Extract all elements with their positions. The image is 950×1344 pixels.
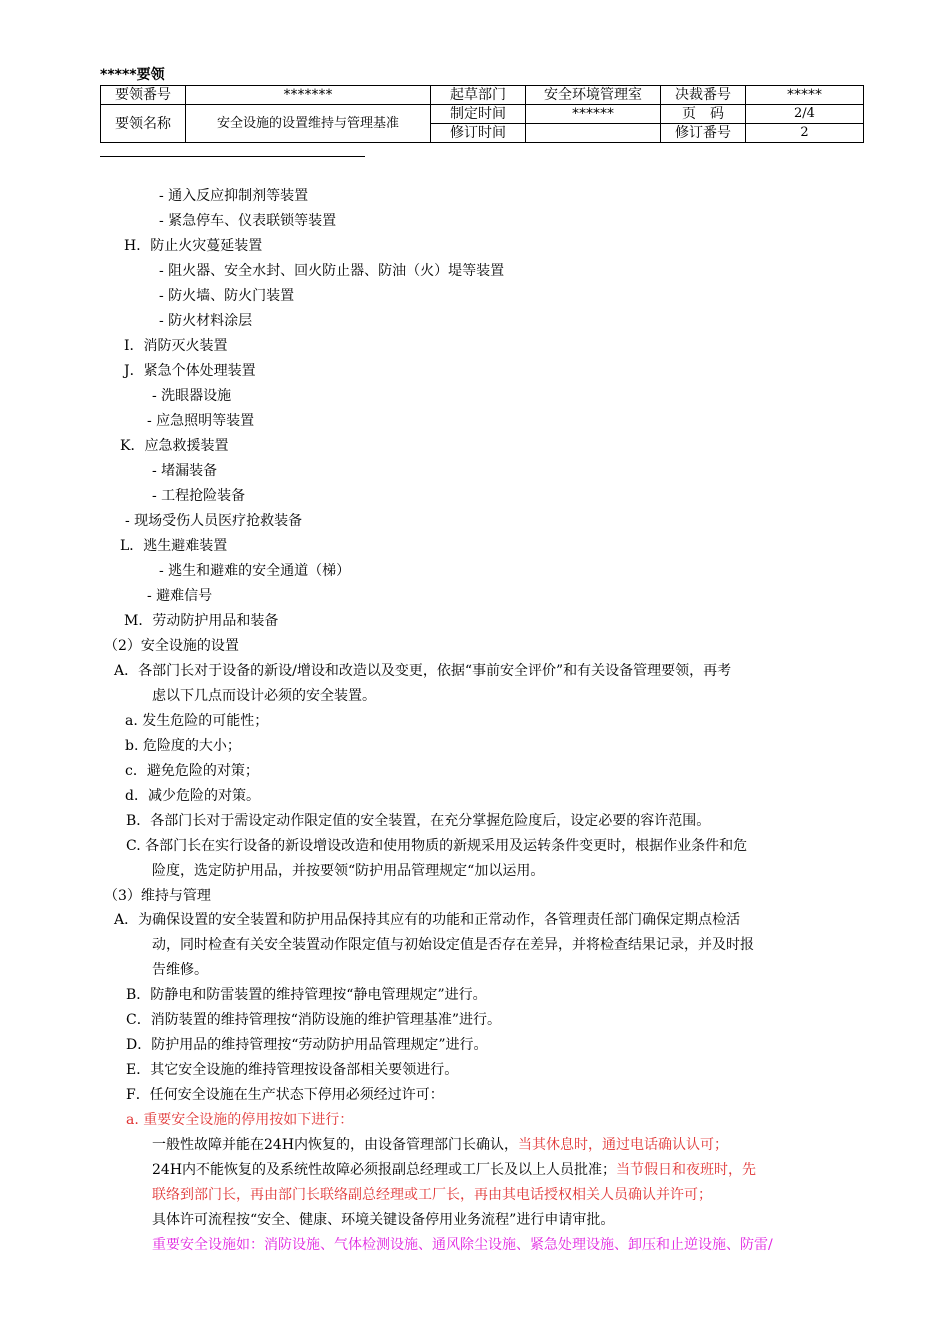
list-item: c．避免危险的对策； xyxy=(125,763,259,779)
subsection-heading: （3）维持与管理 xyxy=(104,888,211,904)
paragraph-text: 24H内不能恢复的及系统性故障必须报副总经理或工厂长及以上人员批准； xyxy=(152,1162,617,1178)
paragraph-line: B．各部门长对于需设定动作限定值的安全装置，在充分掌握危险度后，设定必要的容许范围。 xyxy=(126,813,711,829)
paragraph-line: D．防护用品的维持管理按“劳动防护用品管理规定”进行。 xyxy=(126,1037,488,1053)
header-cell: ****** xyxy=(526,105,661,124)
paragraph-line: B．防静电和防雷装置的维持管理按“静电管理规定”进行。 xyxy=(126,987,487,1003)
list-item: - 堵漏装备 xyxy=(152,463,218,479)
header-cell: 修订时间 xyxy=(431,124,526,143)
header-cell: 要领名称 xyxy=(101,105,186,143)
header-row xyxy=(101,86,864,105)
list-item: - 防火材料涂层 xyxy=(159,313,253,329)
header-cell: 安全环境管理室 xyxy=(526,86,661,105)
paragraph-line: 险度，选定防护用品，并按要领“防护用品管理规定“加以运用。 xyxy=(152,863,545,879)
list-item: - 逃生和避难的安全通道（梯） xyxy=(159,563,351,579)
list-item: - 洗眼器设施 xyxy=(152,388,232,404)
highlighted-line: 重要安全设施如：消防设施、气体检测设施、通风除尘设施、紧急处理设施、卸压和止逆设施、防雷/ xyxy=(152,1237,773,1253)
list-item: d．减少危险的对策。 xyxy=(125,788,260,804)
section-heading: K．应急救援装置 xyxy=(120,438,229,454)
highlighted-line: 联络到部门长，再由部门长联络副总经理或工厂长，再由其电话授权相关人员确认并许可； xyxy=(152,1187,712,1203)
paragraph-line: F．任何安全设施在生产状态下停用必须经过许可： xyxy=(126,1087,444,1103)
section-heading: M．劳动防护用品和装备 xyxy=(124,613,279,629)
paragraph-line: C. 各部门长在实行设备的新设增设改造和使用物质的新规采用及运转条件变更时，根据作业条件和危 xyxy=(126,838,748,854)
paragraph-line xyxy=(152,1135,728,1155)
highlighted-text: 当其休息时，通过电话确认认可； xyxy=(518,1137,729,1153)
header-cell: 要领番号 xyxy=(101,86,186,105)
highlighted-line: a. 重要安全设施的停用按如下进行： xyxy=(126,1112,354,1128)
subsection-heading: （2）安全设施的设置 xyxy=(104,638,239,654)
header-cell: 2 xyxy=(746,124,864,143)
list-item: - 应急照明等装置 xyxy=(147,413,255,429)
paragraph-line: C．消防装置的维持管理按“消防设施的维护管理基准”进行。 xyxy=(126,1012,502,1028)
list-item: - 工程抢险装备 xyxy=(152,488,246,504)
divider-rule xyxy=(100,156,365,157)
list-item: - 避难信号 xyxy=(147,588,213,604)
highlighted-text: 当节假日和夜班时，先 xyxy=(616,1162,757,1178)
header-cell: 起草部门 xyxy=(431,86,526,105)
section-heading: J．紧急个体处理装置 xyxy=(124,363,256,379)
header-cell xyxy=(526,124,661,143)
paragraph-line: 告维修。 xyxy=(152,962,208,978)
header-cell: 页 码 xyxy=(661,105,746,124)
header-row xyxy=(101,105,864,124)
header-cell: 制定时间 xyxy=(431,105,526,124)
header-cell: 2/4 xyxy=(746,105,864,124)
paragraph-line: 动，同时检查有关安全装置动作限定值与初始设定值是否存在差异，并将检查结果记录，并及时报 xyxy=(152,937,754,953)
paragraph-line: E．其它安全设施的维持管理按设备部相关要领进行。 xyxy=(126,1062,459,1078)
paragraph-line: A．为确保设置的安全装置和防护用品保持其应有的功能和正常动作，各管理责任部门确保定期点检活 xyxy=(114,912,741,928)
list-item: - 通入反应抑制剂等装置 xyxy=(159,188,309,204)
paragraph-line: A．各部门长对于设备的新设/增设和改造以及变更，依据“事前安全评价”和有关设备管理要领，再考 xyxy=(114,663,732,679)
section-heading: H．防止火灾蔓延装置 xyxy=(124,238,263,254)
header-cell: 决裁番号 xyxy=(661,86,746,105)
list-item: - 防火墙、防火门装置 xyxy=(159,288,295,304)
list-item: - 紧急停车、仪表联锁等装置 xyxy=(159,213,337,229)
section-heading: I．消防灭火装置 xyxy=(124,338,228,354)
header-cell: 修订番号 xyxy=(661,124,746,143)
header-cell: ***** xyxy=(746,86,864,105)
header-table xyxy=(100,85,864,143)
list-item: - 阻火器、安全水封、回火防止器、防油（火）堤等装置 xyxy=(159,263,505,279)
paragraph-line xyxy=(152,1160,756,1180)
paragraph-line: 虑以下几点而设计必须的安全装置。 xyxy=(152,688,376,704)
list-item: a. 发生危险的可能性； xyxy=(125,713,269,729)
paragraph-line: 具体许可流程按“安全、健康、环境关键设备停用业务流程”进行申请审批。 xyxy=(152,1212,615,1228)
document-label: *****要领 xyxy=(100,67,165,83)
paragraph-text: 一般性故障并能在24H内恢复的，由设备管理部门长确认， xyxy=(152,1137,519,1153)
list-item: - 现场受伤人员医疗抢救装备 xyxy=(125,513,303,529)
header-cell: 安全设施的设置维持与管理基准 xyxy=(186,105,431,143)
section-heading: L．逃生避难装置 xyxy=(120,538,228,554)
list-item: b. 危险度的大小； xyxy=(125,738,241,754)
header-cell: ******* xyxy=(186,86,431,105)
